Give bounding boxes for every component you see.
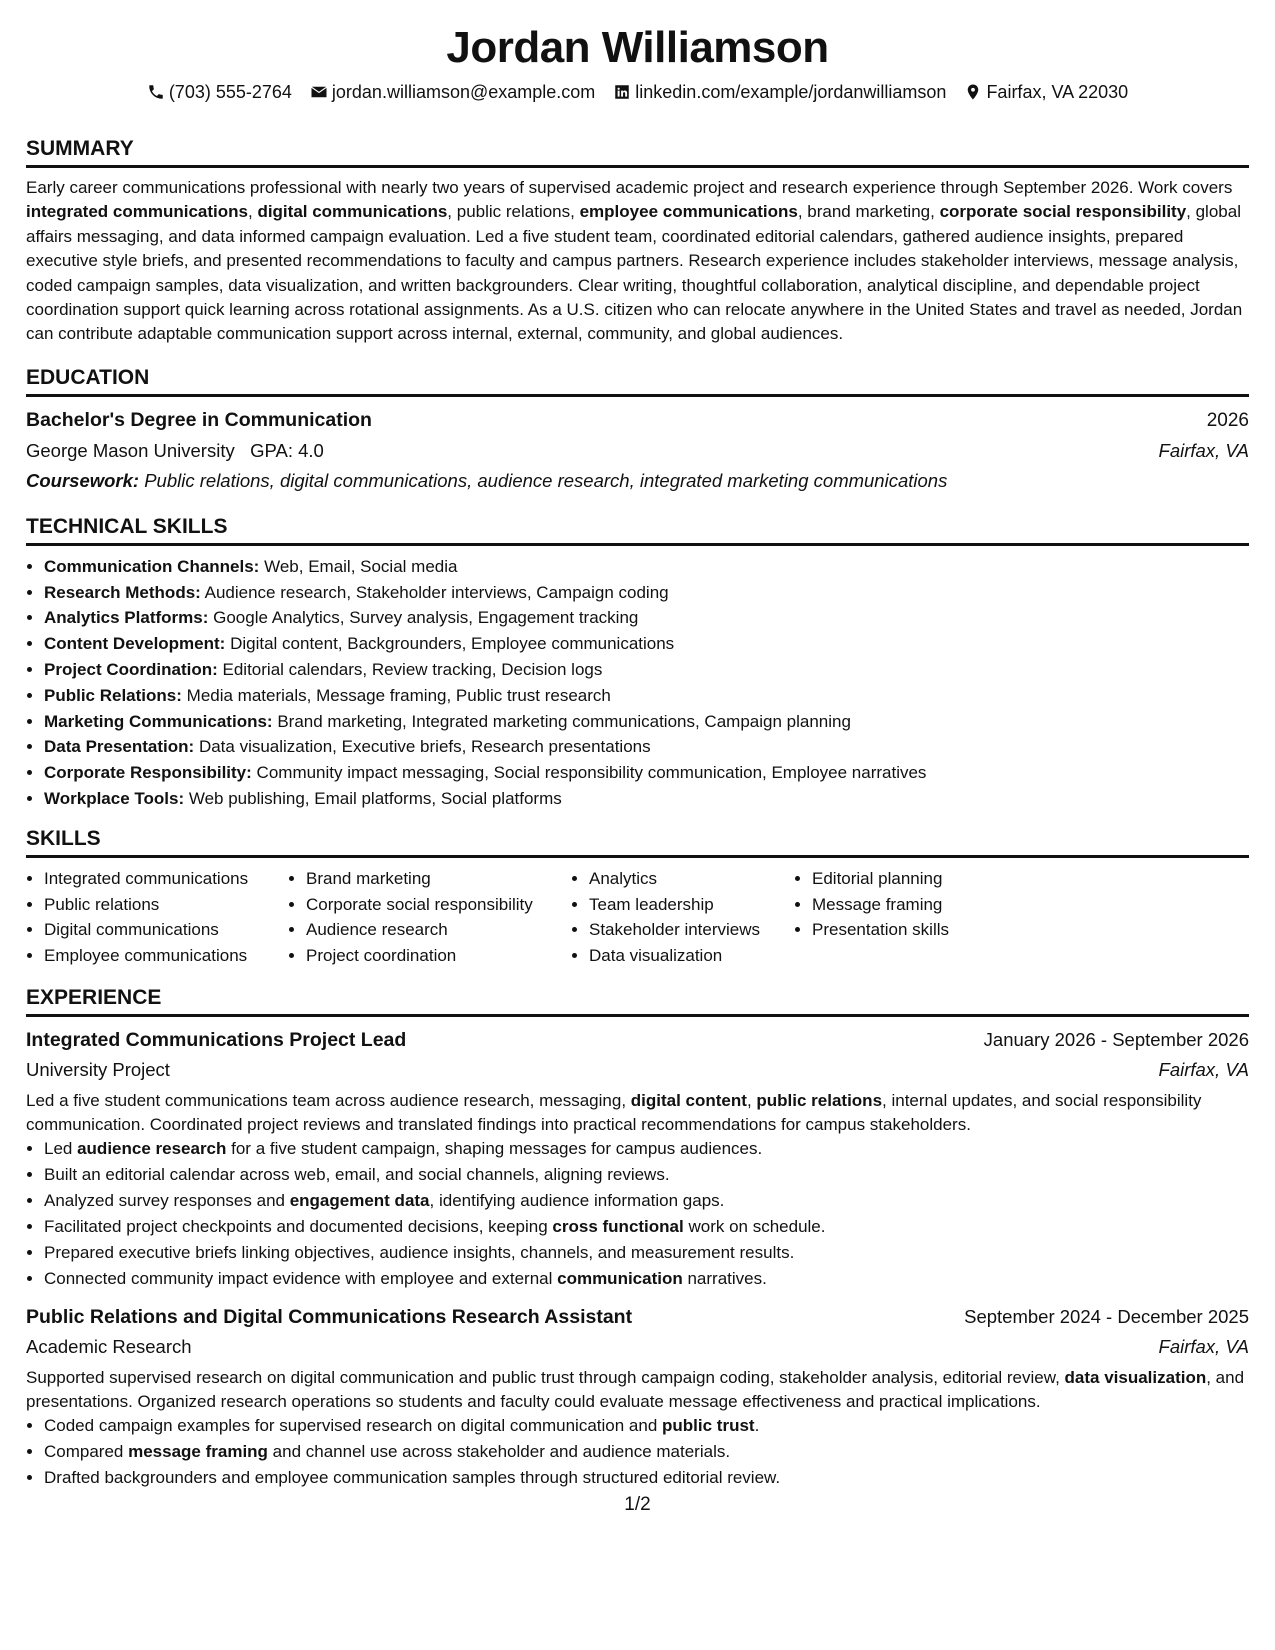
technical-skill-label: Public Relations:: [44, 685, 182, 705]
technical-skill-value: Data visualization, Executive briefs, Research presentations: [198, 737, 651, 757]
text-run: , identifying audience information gaps.: [429, 1191, 725, 1211]
linkedin-icon: [613, 83, 631, 101]
phone-text: (703) 555-2764: [168, 82, 292, 102]
technical-skill-label: Corporate Responsibility:: [44, 763, 252, 783]
gpa: GPA: 4.0: [250, 439, 324, 461]
degree-title: Bachelor's Degree in Communication: [26, 408, 372, 431]
job-dates: January 2026 - September 2026: [983, 1029, 1249, 1050]
text-run: Built an editorial calendar across web, email, and social channels, aligning reviews.: [44, 1165, 670, 1185]
skills-heading: SKILLS: [26, 826, 1249, 858]
education-heading: EDUCATION: [26, 365, 1249, 397]
text-run: Supported supervised research on digital communication and public trust through campaign coding, stakeholder analysis, editorial review,: [26, 1367, 1065, 1387]
experience-list: [26, 1025, 1249, 1491]
email-link[interactable]: jordan.williamson@example.com: [331, 82, 596, 102]
coursework-label: Coursework:: [26, 469, 140, 491]
technical-skill-label: Analytics Platforms:: [44, 608, 209, 628]
technical-skill-value: Google Analytics, Survey analysis, Engagement tracking: [213, 608, 639, 628]
job-organization: University Project: [26, 1059, 170, 1080]
contact-location: [964, 80, 1128, 104]
technical-skill-label: Data Presentation:: [44, 737, 195, 757]
job-header-row: [26, 1025, 1249, 1055]
technical-skills-list: [26, 554, 1249, 812]
text-run: Connected community impact evidence with employee and external: [44, 1268, 558, 1288]
technical-skill-value: Digital content, Backgrounders, Employee communications: [230, 634, 675, 654]
technical-skill-item: [44, 709, 1249, 735]
education-degree-row: [26, 405, 1249, 436]
skill-item: • Team leadership: [589, 892, 794, 918]
technical-skill-item: [44, 760, 1249, 786]
summary-part: Early career communications professional with nearly two years of supervised academic project and research experience through September 2026. Work covers: [26, 178, 1233, 197]
text-run: Led a five student communications team across audience research, messaging,: [26, 1091, 631, 1110]
job-header-row: [26, 1302, 1249, 1332]
text-run: , and presentations. Organized research operations so students and faculty could evaluate message effectiveness and practical implications.: [26, 1367, 1245, 1411]
resume-page: [26, 0, 1249, 1491]
job-location: Fairfax, VA: [1158, 1335, 1249, 1357]
emphasis-text: communication: [557, 1268, 683, 1288]
summary-part: ,: [247, 202, 258, 222]
job-description: [26, 1366, 1249, 1413]
technical-skill-label: Content Development:: [44, 634, 226, 654]
technical-skill-value: Media materials, Message framing, Public trust research: [186, 685, 611, 705]
contact-email[interactable]: [310, 80, 595, 104]
text-run: Led: [44, 1139, 78, 1159]
job-organization: Academic Research: [26, 1335, 192, 1357]
summary-part: , public relations,: [447, 202, 580, 222]
candidate-name: Jordan Williamson: [446, 23, 829, 72]
emphasis-text: audience research: [77, 1139, 227, 1159]
envelope-icon: [310, 83, 328, 101]
summary-heading: SUMMARY: [26, 136, 1249, 168]
summary-part: , global affairs messaging, and data informed campaign evaluation. Led a five student team, coordinated editorial calendars, gathered audience insights, prepared executive style briefs, and presented recommendations to faculty and campus partners. Research experience includes stakeholder interviews, message analysis, coded campaign samples, data visualization, and written backgrounders. Clear writing, thoughtful collaboration, analytical discipline, and dependable project coordination support quick learning across rotational assignments. As a U.S. citizen who can relocate anywhere in the United States and travel as needed, Jordan can contribute adaptable communication support across internal, external, community, and global audiences.: [26, 202, 1243, 344]
technical-skill-item: [44, 786, 1249, 812]
summary-keyword: integrated communications: [26, 202, 248, 222]
school-line: [26, 436, 324, 466]
skill-item: • Public relations: [44, 892, 288, 918]
school-name: George Mason University: [26, 439, 235, 461]
school-location: Fairfax, VA: [1158, 439, 1249, 461]
technical-skill-item: [44, 631, 1249, 657]
summary-keyword: employee communications: [579, 202, 798, 222]
summary-keyword: corporate social responsibility: [939, 202, 1187, 222]
job-bullet: [44, 1465, 1249, 1491]
text-run: work on schedule.: [683, 1217, 826, 1237]
job-bullet: [44, 1266, 1249, 1292]
job-bullets: [26, 1136, 1249, 1291]
skill-item: • Editorial planning: [812, 866, 994, 892]
emphasis-text: message framing: [128, 1442, 268, 1462]
skills-column: [794, 866, 994, 969]
skill-item: • Digital communications: [44, 917, 288, 943]
technical-skill-item: [44, 683, 1249, 709]
technical-skill-label: Marketing Communications:: [44, 711, 273, 731]
technical-skill-label: Communication Channels:: [44, 556, 260, 576]
job-org-row: [26, 1055, 1249, 1085]
emphasis-text: public trust: [662, 1416, 755, 1436]
text-run: Drafted backgrounders and employee communication samples through structured editorial review.: [44, 1468, 781, 1488]
technical-skills-heading: TECHNICAL SKILLS: [26, 514, 1249, 546]
job-bullet: [44, 1136, 1249, 1162]
skill-item: • Analytics: [589, 866, 794, 892]
skill-item: • Integrated communications: [44, 866, 288, 892]
job-bullet: [44, 1162, 1249, 1188]
technical-skill-item: [44, 734, 1249, 760]
text-run: for a five student campaign, shaping messages for campus audiences.: [226, 1139, 763, 1159]
job-bullet: [44, 1214, 1249, 1240]
experience-heading: EXPERIENCE: [26, 985, 1249, 1017]
location-text: Fairfax, VA 22030: [986, 82, 1129, 102]
text-run: ,: [746, 1091, 757, 1110]
job-bullet: [44, 1188, 1249, 1214]
skill-item: • Corporate social responsibility: [306, 892, 571, 918]
technical-skill-value: Web, Email, Social media: [264, 556, 458, 576]
text-run: , internal updates, and social responsibility communication. Coordinated project reviews and translated findings into practical recommendations for campus stakeholders.: [26, 1091, 1202, 1134]
job-bullet: [44, 1413, 1249, 1439]
emphasis-text: data visualization: [1064, 1367, 1207, 1387]
skills-grid: [26, 866, 1249, 969]
job-dates: September 2024 - December 2025: [964, 1305, 1249, 1327]
degree-year: 2026: [1206, 409, 1249, 431]
emphasis-text: public relations: [756, 1091, 883, 1110]
job-title: Integrated Communications Project Lead: [26, 1029, 407, 1051]
job-description: [26, 1089, 1249, 1136]
emphasis-text: engagement data: [289, 1191, 430, 1211]
technical-skill-label: Research Methods:: [44, 582, 201, 602]
page-number: 1/2: [624, 1494, 651, 1515]
map-pin-icon: [964, 83, 982, 101]
phone-icon: [147, 83, 165, 101]
technical-skill-item: [44, 554, 1249, 580]
text-run: Compared: [44, 1442, 129, 1462]
linkedin-link[interactable]: linkedin.com/example/jordanwilliamson: [635, 82, 947, 102]
text-run: and channel use across stakeholder and audience materials.: [267, 1442, 731, 1462]
education-school-row: [26, 436, 1249, 466]
technical-skill-item: [44, 605, 1249, 631]
skill-item: • Project coordination: [306, 943, 571, 969]
technical-skill-item: [44, 580, 1249, 606]
skills-column: [288, 866, 571, 969]
skills-column: [571, 866, 794, 969]
coursework-list: Public relations, digital communications, audience research, integrated marketing communications: [144, 469, 948, 491]
technical-skill-value: Brand marketing, Integrated marketing communications, Campaign planning: [277, 711, 851, 731]
contact-linkedin[interactable]: [613, 80, 946, 104]
skill-item: • Data visualization: [589, 943, 794, 969]
technical-skill-label: Project Coordination:: [44, 660, 218, 680]
technical-skill-value: Community impact messaging, Social responsibility communication, Employee narratives: [256, 763, 927, 783]
emphasis-text: cross functional: [552, 1217, 684, 1237]
summary-keyword: digital communications: [257, 202, 448, 222]
job-entry: [26, 1025, 1249, 1292]
technical-skill-label: Workplace Tools:: [44, 789, 185, 809]
job-bullet: [44, 1240, 1249, 1266]
text-run: Analyzed survey responses and: [44, 1191, 290, 1211]
skill-item: • Brand marketing: [306, 866, 571, 892]
skill-item: • Audience research: [306, 917, 571, 943]
technical-skill-item: [44, 657, 1249, 683]
job-entry: [26, 1302, 1249, 1491]
text-run: narratives.: [682, 1268, 767, 1288]
text-run: Facilitated project checkpoints and documented decisions, keeping: [44, 1217, 553, 1237]
skill-item: • Employee communications: [44, 943, 288, 969]
job-bullets: [26, 1413, 1249, 1491]
skill-item: • Message framing: [812, 892, 994, 918]
emphasis-text: digital content: [630, 1091, 747, 1110]
coursework: [26, 466, 1249, 496]
technical-skill-value: Editorial calendars, Review tracking, Decision logs: [222, 660, 603, 680]
skill-item: • Presentation skills: [812, 917, 994, 943]
contact-bar: [26, 80, 1249, 104]
technical-skill-value: Web publishing, Email platforms, Social platforms: [188, 789, 562, 809]
text-run: Prepared executive briefs linking objectives, audience insights, channels, and measurement results.: [44, 1243, 795, 1263]
technical-skill-value: Audience research, Stakeholder interviews, Campaign coding: [204, 582, 669, 602]
job-title: Public Relations and Digital Communications Research Assistant: [26, 1305, 633, 1328]
skill-item: • Stakeholder interviews: [589, 917, 794, 943]
text-run: Coded campaign examples for supervised research on digital communication and: [44, 1416, 663, 1436]
summary-part: , brand marketing,: [797, 202, 940, 222]
skills-column: [26, 866, 288, 969]
job-location: Fairfax, VA: [1158, 1059, 1249, 1080]
text-run: .: [754, 1416, 760, 1436]
contact-phone: [147, 80, 292, 104]
summary-text: [26, 176, 1249, 347]
job-org-row: [26, 1332, 1249, 1362]
job-bullet: [44, 1439, 1249, 1465]
